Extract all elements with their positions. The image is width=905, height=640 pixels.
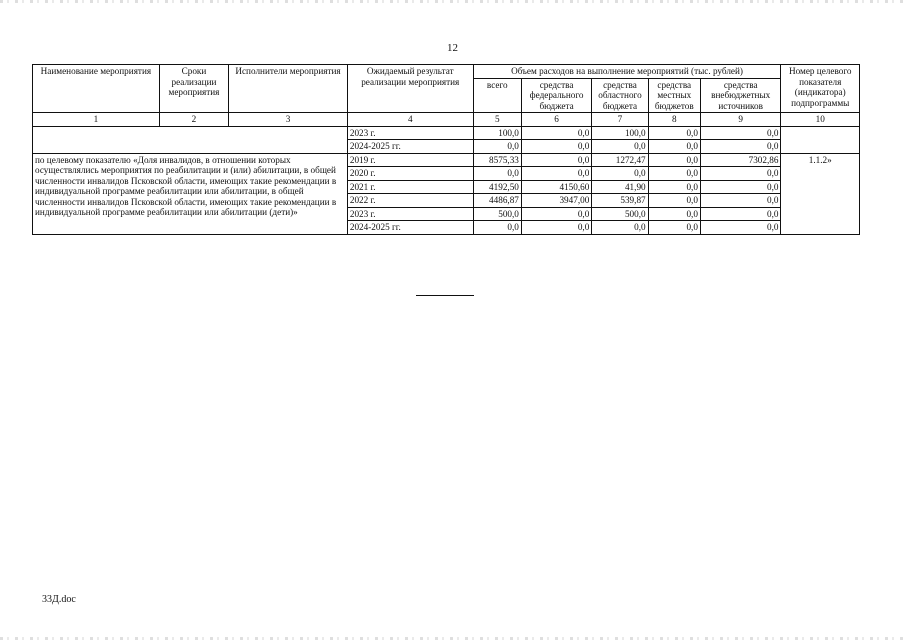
total-cell: 8575,33 [473,153,521,167]
column-number-row [33,113,860,127]
header-total: всего [473,78,521,113]
year-cell: 2023 г. [347,207,473,221]
regional-cell: 0,0 [592,140,648,154]
local-cell: 0,0 [648,167,700,181]
extrabudget-cell: 0,0 [700,207,781,221]
year-cell: 2021 г. [347,180,473,194]
column-number: 4 [347,113,473,127]
column-number: 10 [781,113,860,127]
year-cell: 2019 г. [347,153,473,167]
regional-cell: 1272,47 [592,153,648,167]
column-number: 2 [159,113,228,127]
empty-merged-cell [33,126,348,153]
column-number: 9 [700,113,781,127]
total-cell: 0,0 [473,167,521,181]
header-result: Ожидаемый результат реализации мероприятия [347,65,473,113]
column-number: 1 [33,113,160,127]
header-regional: средства областного бюджета [592,78,648,113]
local-cell: 0,0 [648,194,700,208]
year-cell: 2020 г. [347,167,473,181]
table-row [33,126,860,140]
footer-filename: 33Д.doc [42,594,76,605]
extrabudget-cell: 0,0 [700,194,781,208]
federal-cell: 0,0 [521,140,591,154]
header-terms: Сроки реализации мероприятия [159,65,228,113]
year-cell: 2024-2025 гг. [347,221,473,235]
header-extrabudget: средства внебюджетных источников [700,78,781,113]
target-indicator-description: по целевому показателю «Доля инвалидов, в отношении которых осуществлялись мероприятия по реабилитации и (или) абилитации, в общей численности инвалидов Псковской области, имеющих такие рекомендации в индивидуальной программе реабилитации или абилитации, в общей численности инвалидов Псковской области, имеющих такие рекомендации в индивидуальной программе реабилитации или абилитации (дети)» [33,153,348,234]
total-cell: 0,0 [473,140,521,154]
federal-cell: 4150,60 [521,180,591,194]
total-cell: 500,0 [473,207,521,221]
column-number: 8 [648,113,700,127]
year-cell: 2022 г. [347,194,473,208]
federal-cell: 0,0 [521,207,591,221]
extrabudget-cell: 0,0 [700,180,781,194]
year-cell: 2023 г. [347,126,473,140]
indicator-number: 1.1.2» [781,153,860,234]
total-cell: 100,0 [473,126,521,140]
header-indicator: Номер целевого показателя (индикатора) подпрограммы [781,65,860,113]
column-number: 7 [592,113,648,127]
header-federal: средства федерального бюджета [521,78,591,113]
end-separator-line [416,295,474,296]
federal-cell: 0,0 [521,126,591,140]
header-executors: Исполнители мероприятия [229,65,348,113]
regional-cell: 500,0 [592,207,648,221]
local-cell: 0,0 [648,140,700,154]
local-cell: 0,0 [648,180,700,194]
local-cell: 0,0 [648,221,700,235]
column-number: 5 [473,113,521,127]
column-number: 3 [229,113,348,127]
header-local: средства местных бюджетов [648,78,700,113]
header-name: Наименование мероприятия [33,65,160,113]
extrabudget-cell: 7302,86 [700,153,781,167]
regional-cell: 100,0 [592,126,648,140]
extrabudget-cell: 0,0 [700,126,781,140]
column-number: 6 [521,113,591,127]
total-cell: 4192,50 [473,180,521,194]
extrabudget-cell: 0,0 [700,167,781,181]
regional-cell: 41,90 [592,180,648,194]
total-cell: 4486,87 [473,194,521,208]
regional-cell: 0,0 [592,167,648,181]
federal-cell: 0,0 [521,153,591,167]
federal-cell: 3947,00 [521,194,591,208]
federal-cell: 0,0 [521,221,591,235]
scan-edge-top [0,0,905,3]
indicator-cell-empty [781,126,860,153]
table-row [33,153,860,167]
federal-cell: 0,0 [521,167,591,181]
year-cell: 2024-2025 гг. [347,140,473,154]
total-cell: 0,0 [473,221,521,235]
expenditure-table [32,64,860,235]
local-cell: 0,0 [648,207,700,221]
local-cell: 0,0 [648,153,700,167]
regional-cell: 0,0 [592,221,648,235]
extrabudget-cell: 0,0 [700,140,781,154]
local-cell: 0,0 [648,126,700,140]
header-expenditure-group: Объем расходов на выполнение мероприятий (тыс. рублей) [473,65,781,79]
regional-cell: 539,87 [592,194,648,208]
extrabudget-cell: 0,0 [700,221,781,235]
page-number: 12 [447,42,458,54]
